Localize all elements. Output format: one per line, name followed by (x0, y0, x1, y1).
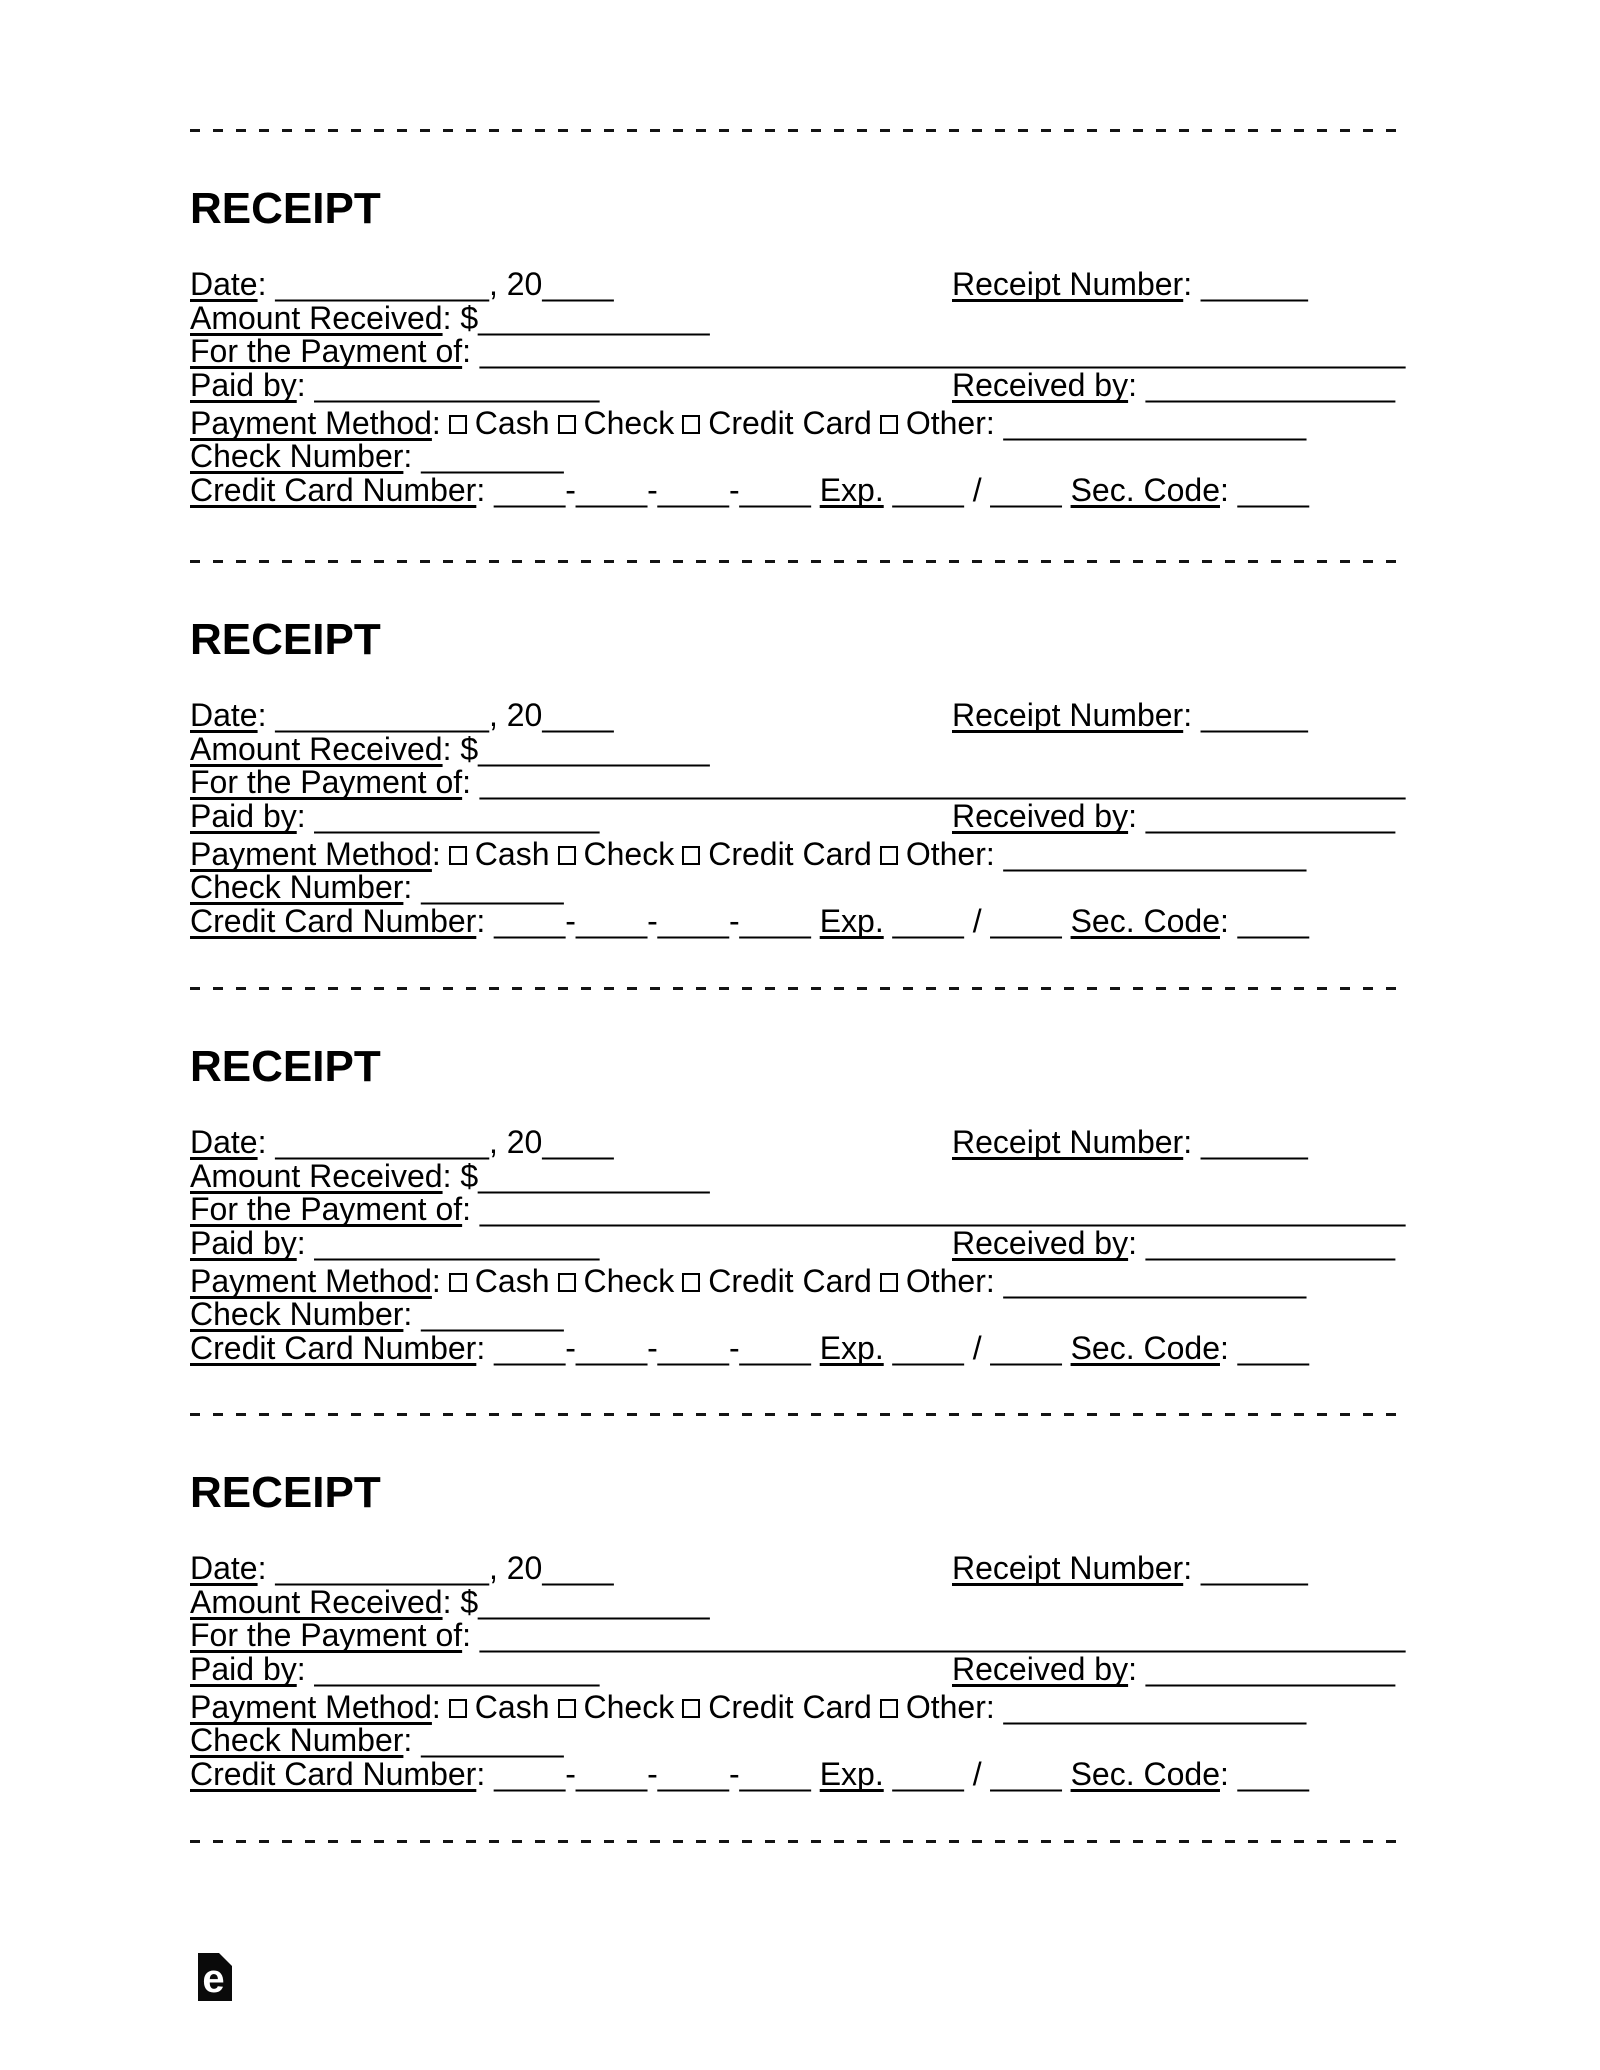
paid-by-blank: : ________________ (296, 797, 600, 834)
receipt-title: RECEIPT (190, 615, 381, 664)
paid-by-blank: : ________________ (296, 1650, 600, 1687)
payment-for-blank: : ____________________________________________________ (462, 1617, 1406, 1653)
paid-by-blank: : ________________ (296, 366, 600, 403)
date-line (190, 699, 1408, 733)
payment-for-label: For the Payment of (190, 764, 463, 800)
amount-line (190, 1583, 1408, 1620)
receipt-title: RECEIPT (190, 1468, 381, 1517)
receipt-block (190, 1041, 1408, 1365)
payment-method-line (190, 404, 1408, 441)
paid-by-label: Paid by (190, 1650, 297, 1687)
paid-by-line (190, 797, 1408, 834)
sec-code-label: Sec. Code (1070, 1755, 1220, 1792)
amount-received-blank: : $_____________ (442, 299, 710, 336)
check-number-line (190, 440, 1408, 474)
page-fold-icon (219, 1953, 232, 1966)
credit-card-number-label: Credit Card Number (190, 902, 477, 939)
payment-for-label: For the Payment of (190, 1617, 463, 1653)
cash-checkbox-icon (449, 1273, 467, 1292)
receipt-number-blank: : ______ (1183, 1124, 1308, 1160)
receipt-number-field (952, 699, 1308, 733)
check-label: Check (583, 404, 675, 441)
exp-label: Exp. (819, 902, 884, 939)
payment-method-colon: : (431, 1688, 441, 1725)
credit-card-number-label: Credit Card Number (190, 471, 477, 508)
credit-card-number-line (190, 902, 1408, 939)
exp-label: Exp. (819, 1329, 884, 1366)
receipt-block (190, 1467, 1408, 1791)
receipt-number-label: Receipt Number (952, 1550, 1184, 1586)
check-number-label: Check Number (190, 869, 404, 905)
check-number-blank: : ________ (403, 1722, 564, 1758)
received-by-label: Received by (952, 797, 1129, 834)
check-number-label: Check Number (190, 438, 404, 474)
amount-received-label: Amount Received (190, 730, 443, 767)
check-checkbox-icon (558, 1273, 576, 1292)
paid-by-label: Paid by (190, 1224, 297, 1261)
received-by-blank: : ______________ (1128, 366, 1396, 403)
receipt-block (190, 614, 1408, 938)
date-line (190, 1126, 1408, 1160)
payment-method-label: Payment Method (190, 1688, 432, 1725)
payment-for-blank: : ____________________________________________________ (462, 764, 1406, 800)
check-number-blank: : ________ (403, 438, 564, 474)
date-label: Date (190, 1550, 258, 1586)
other-checkbox-icon (880, 415, 898, 434)
credit-card-number-blank: : ____-____-____-____ (476, 902, 820, 939)
amount-received-blank: : $_____________ (442, 730, 710, 767)
sec-code-label: Sec. Code (1070, 1329, 1220, 1366)
paid-by-label: Paid by (190, 366, 297, 403)
amount-received-blank: : $_____________ (442, 1583, 710, 1620)
paid-by-line (190, 1224, 1408, 1261)
credit-card-number-line (190, 1755, 1408, 1792)
check-number-line (190, 1298, 1408, 1332)
other-blank: Other: _________________ (905, 1262, 1307, 1299)
check-number-blank: : ________ (403, 869, 564, 905)
cash-label: Cash (474, 835, 550, 872)
credit-card-checkbox-icon (682, 1699, 700, 1718)
credit-card-checkbox-icon (682, 846, 700, 865)
cash-checkbox-icon (449, 1699, 467, 1718)
payment-for-line (190, 1193, 1408, 1227)
date-blank: : ____________, 20____ (257, 1550, 614, 1586)
credit-card-checkbox-icon (682, 415, 700, 434)
payment-for-line (190, 766, 1408, 800)
other-blank: Other: _________________ (905, 835, 1307, 872)
received-by-blank: : ______________ (1128, 797, 1396, 834)
check-number-label: Check Number (190, 1722, 404, 1758)
date-label: Date (190, 1124, 258, 1160)
other-checkbox-icon (880, 1699, 898, 1718)
paid-by-line (190, 366, 1408, 403)
credit-card-number-blank: : ____-____-____-____ (476, 471, 820, 508)
receipt-title: RECEIPT (190, 1042, 381, 1091)
date-label: Date (190, 266, 258, 302)
dashed-separator (190, 129, 1400, 132)
paid-by-blank: : ________________ (296, 1224, 600, 1261)
credit-card-number-blank: : ____-____-____-____ (476, 1755, 820, 1792)
exp-blank: ____ / ____ (883, 1329, 1071, 1366)
eforms-logo (198, 1953, 232, 2001)
credit-card-checkbox-icon (682, 1273, 700, 1292)
payment-method-colon: : (431, 404, 441, 441)
amount-line (190, 1157, 1408, 1194)
other-blank: Other: _________________ (905, 1688, 1307, 1725)
receipt-number-label: Receipt Number (952, 697, 1184, 733)
payment-method-line (190, 1688, 1408, 1725)
check-label: Check (583, 1262, 675, 1299)
payment-for-label: For the Payment of (190, 1191, 463, 1227)
credit-card-number-blank: : ____-____-____-____ (476, 1329, 820, 1366)
receipt-number-blank: : ______ (1183, 1550, 1308, 1586)
amount-received-blank: : $_____________ (442, 1157, 710, 1194)
received-by-label: Received by (952, 1650, 1129, 1687)
credit-card-label: Credit Card (708, 835, 872, 872)
received-by-field (952, 1224, 1396, 1261)
dashed-separator (190, 560, 1400, 563)
payment-method-line (190, 835, 1408, 872)
check-number-blank: : ________ (403, 1296, 564, 1332)
date-line (190, 1552, 1408, 1586)
date-line (190, 268, 1408, 302)
amount-line (190, 299, 1408, 336)
payment-method-label: Payment Method (190, 835, 432, 872)
sec-code-label: Sec. Code (1070, 902, 1220, 939)
eforms-logo-letter: e (202, 1957, 225, 2001)
credit-card-number-line (190, 471, 1408, 508)
received-by-label: Received by (952, 366, 1129, 403)
cash-checkbox-icon (449, 415, 467, 434)
received-by-label: Received by (952, 1224, 1129, 1261)
other-checkbox-icon (880, 846, 898, 865)
sec-code-blank: : ____ (1219, 902, 1309, 939)
payment-for-label: For the Payment of (190, 333, 463, 369)
dashed-separator (190, 987, 1400, 990)
check-checkbox-icon (558, 846, 576, 865)
exp-blank: ____ / ____ (883, 902, 1071, 939)
check-number-label: Check Number (190, 1296, 404, 1332)
receipt-title: RECEIPT (190, 184, 381, 233)
exp-blank: ____ / ____ (883, 471, 1071, 508)
paid-by-line (190, 1650, 1408, 1687)
date-blank: : ____________, 20____ (257, 266, 614, 302)
sec-code-blank: : ____ (1219, 1329, 1309, 1366)
payment-method-label: Payment Method (190, 404, 432, 441)
credit-card-label: Credit Card (708, 1688, 872, 1725)
payment-method-line (190, 1262, 1408, 1299)
cash-checkbox-icon (449, 846, 467, 865)
credit-card-number-label: Credit Card Number (190, 1755, 477, 1792)
receipt-number-label: Receipt Number (952, 266, 1184, 302)
payment-method-colon: : (431, 1262, 441, 1299)
payment-method-colon: : (431, 835, 441, 872)
receipt-block (190, 183, 1408, 507)
amount-received-label: Amount Received (190, 1157, 443, 1194)
received-by-field (952, 366, 1396, 403)
payment-for-line (190, 1619, 1408, 1653)
other-blank: Other: _________________ (905, 404, 1307, 441)
check-checkbox-icon (558, 1699, 576, 1718)
payment-for-line (190, 335, 1408, 369)
received-by-field (952, 1650, 1396, 1687)
cash-label: Cash (474, 404, 550, 441)
sec-code-label: Sec. Code (1070, 471, 1220, 508)
sec-code-blank: : ____ (1219, 1755, 1309, 1792)
receipt-number-field (952, 1552, 1308, 1586)
receipt-number-blank: : ______ (1183, 697, 1308, 733)
date-blank: : ____________, 20____ (257, 1124, 614, 1160)
check-label: Check (583, 835, 675, 872)
sec-code-blank: : ____ (1219, 471, 1309, 508)
receipt-number-blank: : ______ (1183, 266, 1308, 302)
check-number-line (190, 1724, 1408, 1758)
received-by-blank: : ______________ (1128, 1650, 1396, 1687)
cash-label: Cash (474, 1262, 550, 1299)
paid-by-label: Paid by (190, 797, 297, 834)
credit-card-number-label: Credit Card Number (190, 1329, 477, 1366)
credit-card-label: Credit Card (708, 404, 872, 441)
received-by-field (952, 797, 1396, 834)
amount-received-label: Amount Received (190, 1583, 443, 1620)
exp-label: Exp. (819, 471, 884, 508)
received-by-blank: : ______________ (1128, 1224, 1396, 1261)
date-blank: : ____________, 20____ (257, 697, 614, 733)
check-number-line (190, 871, 1408, 905)
cash-label: Cash (474, 1688, 550, 1725)
dashed-separator (190, 1840, 1400, 1843)
other-checkbox-icon (880, 1273, 898, 1292)
credit-card-number-line (190, 1329, 1408, 1366)
check-label: Check (583, 1688, 675, 1725)
amount-line (190, 730, 1408, 767)
date-label: Date (190, 697, 258, 733)
check-checkbox-icon (558, 415, 576, 434)
payment-for-blank: : ____________________________________________________ (462, 1191, 1406, 1227)
payment-for-blank: : ____________________________________________________ (462, 333, 1406, 369)
payment-method-label: Payment Method (190, 1262, 432, 1299)
receipt-number-field (952, 1126, 1308, 1160)
dashed-separator (190, 1413, 1400, 1416)
amount-received-label: Amount Received (190, 299, 443, 336)
exp-label: Exp. (819, 1755, 884, 1792)
receipt-number-field (952, 268, 1308, 302)
receipt-number-label: Receipt Number (952, 1124, 1184, 1160)
exp-blank: ____ / ____ (883, 1755, 1071, 1792)
credit-card-label: Credit Card (708, 1262, 872, 1299)
